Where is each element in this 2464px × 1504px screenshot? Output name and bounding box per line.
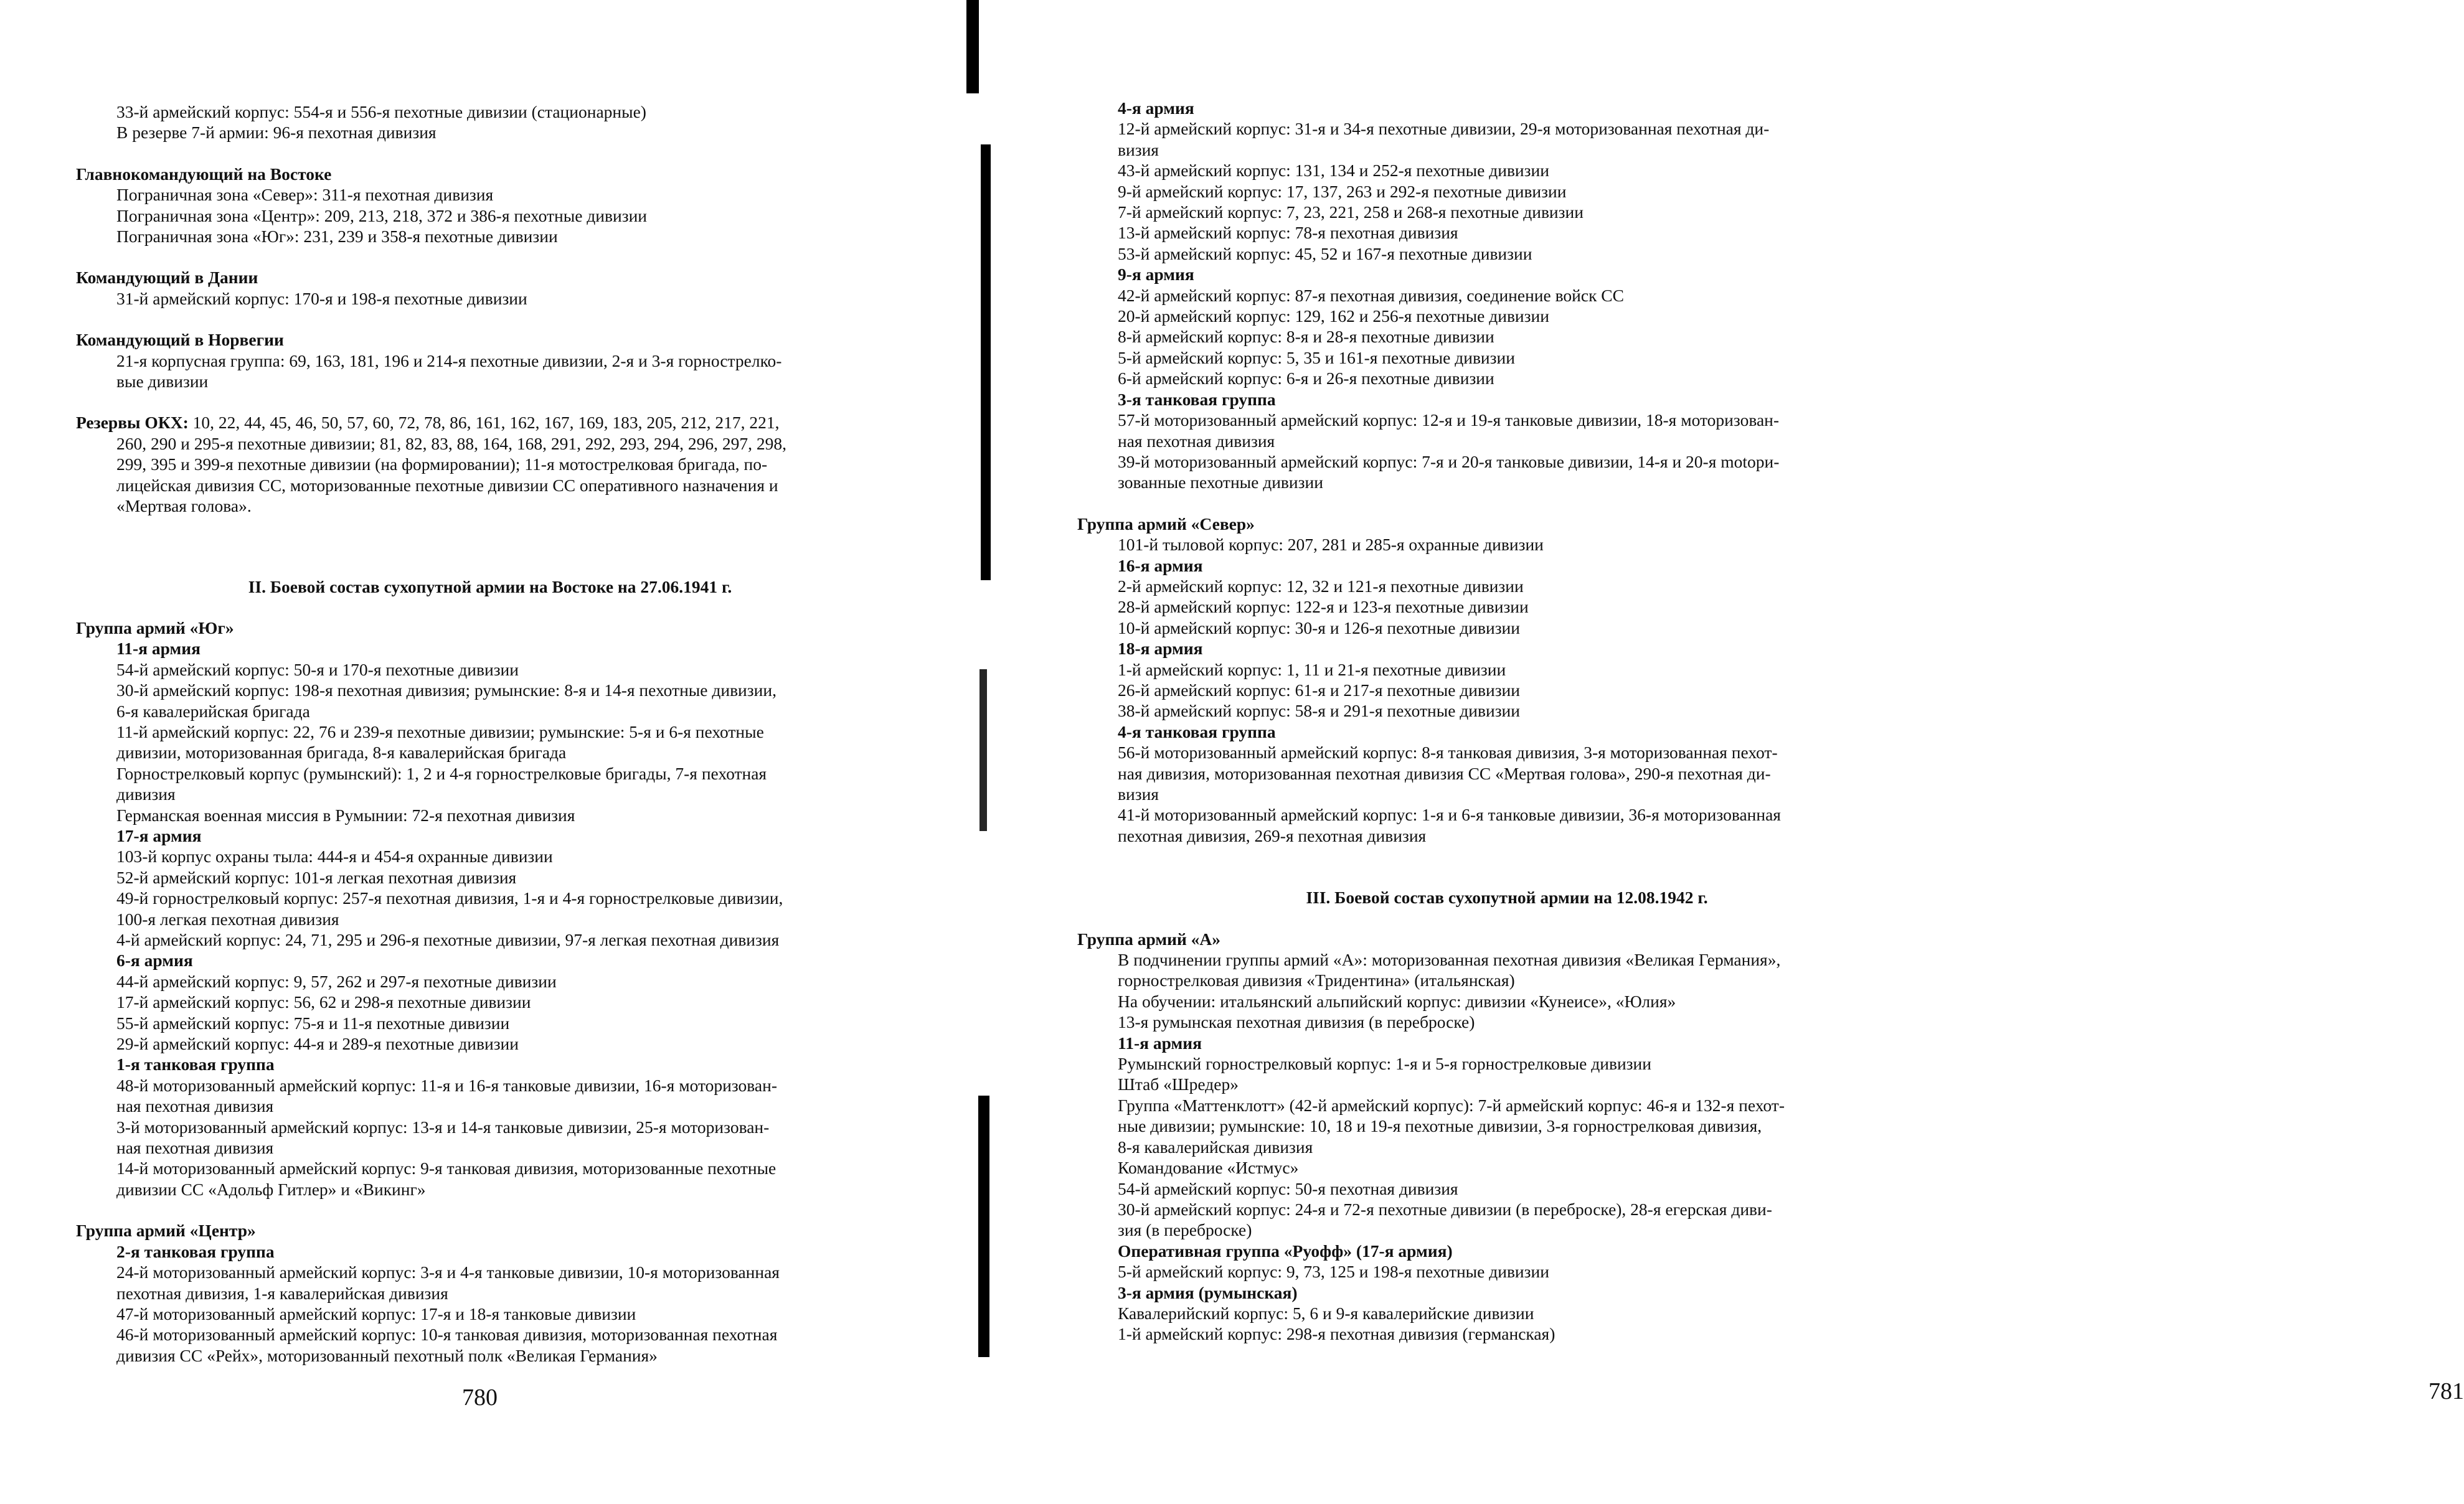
text-line: 101-й тыловой корпус: 207, 281 и 285-я охранные дивизии [1118,535,1544,555]
spacer [1077,846,1937,887]
spacer [76,1200,904,1220]
section-heading: II. Боевой состав сухопутной армии на Востоке на 27.06.1941 г. [248,576,732,596]
subgroup-heading: 3-я танковая группа [1118,389,1276,409]
page-number-left: 780 [462,1384,498,1411]
text-line: 1-й армейский корпус: 298-я пехотная дивизия (германская) [1118,1324,1555,1344]
text-line: 31-й армейский корпус: 170-я и 198-я пехотные дивизии [116,288,527,308]
text-line: 13-я румынская пехотная дивизия (в переброске) [1118,1012,1475,1032]
text-line: 30-й армейский корпус: 24-я и 72-я пехотные дивизии (в переброске), 28-я егерская диви- [1118,1199,1772,1219]
subgroup-heading: 11-я армия [116,639,201,659]
text-line: 7-й армейский корпус: 7, 23, 221, 258 и 268-я пехотные дивизии [1118,202,1584,222]
text-line: 14-й моторизованный армейский корпус: 9-я танковая дивизия, моторизованные пехотные [116,1159,776,1178]
text-line: 41-й моторизованный армейский корпус: 1-я и 6-я танковые дивизии, 36-я моторизованная [1118,805,1781,825]
text-line: визия [1118,784,1159,804]
text-line: вые дивизии [116,372,209,392]
subgroup-heading: 18-я армия [1118,639,1203,659]
text-line: 38-й армейский корпус: 58-я и 291-я пехотные дивизии [1118,701,1520,721]
text-line: Штаб «Шредер» [1118,1074,1239,1094]
text-line: Пограничная зона «Юг»: 231, 239 и 358-я пехотные дивизии [116,227,558,247]
text-line: ные дивизии; румынские: 10, 18 и 19-я пехотные дивизии, 3-я горнострелковая дивизия, [1118,1116,1762,1136]
text-line: визия [1118,139,1159,159]
text-line: 5-й армейский корпус: 9, 73, 125 и 198-я пехотные дивизии [1118,1262,1549,1282]
text-line: 30-й армейский корпус: 198-я пехотная дивизия; румынские: 8-я и 14-я пехотные дивизии, [116,680,776,700]
text-line: зованные пехотные дивизии [1118,472,1323,492]
text-line: дивизия [116,784,176,804]
text-line: пехотная дивизия, 269-я пехотная дивизия [1118,825,1427,845]
gutter-shadow-lower [978,1096,989,1357]
text-line: 33-й армейский корпус: 554-я и 556-я пехотные дивизии (стационарные) [116,102,646,121]
text-line: Группа «Маттенклотт» (42-й армейский корпус): 7-й армейский корпус: 46-я и 132-я пехот- [1118,1095,1785,1115]
text-line: 100-я легкая пехотная дивизия [116,909,339,929]
subgroup-heading: 3-я армия (румынская) [1118,1282,1298,1302]
subgroup-heading: 6-я армия [116,951,193,971]
text-line: ная пехотная дивизия [116,1138,274,1158]
gutter-shadow-upper [981,144,991,580]
text-line: пехотная дивизия, 1-я кавалерийская дивизия [116,1283,448,1303]
subgroup-heading: 11-я армия [1118,1033,1202,1053]
text-line: 47-й моторизованный армейский корпус: 17-я и 18-я танковые дивизии [116,1304,636,1323]
text-line: 44-й армейский корпус: 9, 57, 262 и 297-я пехотные дивизии [116,971,557,991]
text-line: 48-й моторизованный армейский корпус: 11-я и 16-я танковые дивизии, 16-я моторизован- [116,1075,778,1095]
text-line: 43-й армейский корпус: 131, 134 и 252-я пехотные дивизии [1118,161,1549,181]
text-line: ная дивизия, моторизованная пехотная дивизия СС «Мертвая голова», 290-я пехотная ди- [1118,763,1771,783]
group-heading: Группа армий «Юг» [76,618,234,637]
text-line: ная пехотная дивизия [1118,431,1275,451]
lead-label: Резервы ОКХ: [76,413,189,433]
text-line: 24-й моторизованный армейский корпус: 3-я и 4-я танковые дивизии, 10-я моторизованная [116,1262,780,1282]
text-line: ная пехотная дивизия [116,1096,274,1116]
right-page-text [1077,98,1937,1345]
text-line: Горнострелковый корпус (румынский): 1, 2 и 4-я горнострелковые бригады, 7-я пехотная [116,763,767,783]
text-line: 11-й армейский корпус: 22, 76 и 239-я пехотные дивизии; румынские: 5-я и 6-я пехотные [116,721,764,741]
gutter-shadow-mid [979,669,987,831]
text-line: лицейская дивизия СС, моторизованные пехотные дивизии СС оперативного назначения и [116,475,778,495]
subgroup-heading: 9-я армия [1118,265,1194,284]
text-line: 53-й армейский корпус: 45, 52 и 167-я пехотные дивизии [1118,243,1532,263]
text-line: дивизии СС «Адольф Гитлер» и «Викинг» [116,1179,426,1199]
text-line: Румынский горнострелковый корпус: 1-я и 5-я горнострелковые дивизии [1118,1054,1651,1074]
text-line: Кавалерийский корпус: 5, 6 и 9-я кавалерийские дивизии [1118,1303,1534,1323]
text-line: дивизия СС «Рейх», моторизованный пехотный полк «Великая Германия» [116,1345,658,1365]
text-line: 42-й армейский корпус: 87-я пехотная дивизия, соединение войск СС [1118,285,1624,305]
text-line: На обучении: итальянский альпийский корпус: дивизии «Кунеисе», «Юлия» [1118,991,1676,1011]
group-heading: Группа армий «Центр» [76,1221,256,1241]
spacer [76,597,904,618]
text-line: Командование «Истмус» [1118,1158,1299,1178]
page-number-right: 781 [2429,1378,2464,1404]
spacer [76,143,904,164]
right-page [971,0,2464,1504]
text-line: 54-й армейский корпус: 50-я и 170-я пехотные дивизии [116,659,519,679]
spacer [76,247,904,267]
text-line: 10-й армейский корпус: 30-я и 126-я пехотные дивизии [1118,618,1520,637]
text-line: дивизии, моторизованная бригада, 8-я кавалерийская бригада [116,743,567,763]
group-heading: Группа армий «А» [1077,929,1221,949]
text-line: 299, 395 и 399-я пехотные дивизии (на формировании); 11-я мотострелковая бригада, по- [116,454,768,474]
section-heading: III. Боевой состав сухопутной армии на 12.08.1942 г. [1306,888,1708,908]
text-line: горнострелковая дивизия «Тридентина» (итальянская) [1118,971,1515,990]
text-line: 57-й моторизованный армейский корпус: 12-я и 19-я танковые дивизии, 18-я моторизован- [1118,410,1780,430]
text-line: Пограничная зона «Центр»: 209, 213, 218, 372 и 386-я пехотные дивизии [116,205,648,225]
left-page-text [76,101,904,1366]
text-line: 6-й армейский корпус: 6-я и 26-я пехотные дивизии [1118,369,1494,388]
spacer [76,309,904,329]
subgroup-heading: 4-я армия [1118,98,1194,118]
text-line: 260, 290 и 295-я пехотные дивизии; 81, 82, 83, 88, 164, 168, 291, 292, 293, 294, 296, 297, 298, [116,433,786,453]
subgroup-heading: Оперативная группа «Руофф» (17-я армия) [1118,1241,1453,1261]
spacer [76,517,904,576]
subgroup-heading: 2-я танковая группа [116,1241,275,1261]
text-line: зия (в переброске) [1118,1220,1252,1240]
text-line: Резервы ОКХ: 10, 22, 44, 45, 46, 50, 57, 60, 72, 78, 86, 161, 162, 167, 169, 183, 205, 212, 217, 221, [76,413,780,433]
text-line: 49-й горнострелковый корпус: 257-я пехотная дивизия, 1-я и 4-я горнострелковые дивизии, [116,888,783,908]
text-line: 5-й армейский корпус: 5, 35 и 161-я пехотные дивизии [1118,347,1515,367]
subgroup-heading: 4-я танковая группа [1118,721,1276,741]
subgroup-heading: 17-я армия [116,825,202,845]
text-line: 52-й армейский корпус: 101-я легкая пехотная дивизия [116,867,517,887]
text-line: 103-й корпус охраны тыла: 444-я и 454-я охранные дивизии [116,847,553,867]
text-line: 6-я кавалерийская бригада [116,701,310,721]
text-line: 4-й армейский корпус: 24, 71, 295 и 296-я пехотные дивизии, 97-я легкая пехотная дивизия [116,930,780,949]
text-line: Пограничная зона «Север»: 311-я пехотная дивизия [116,185,494,205]
text-line: 17-й армейский корпус: 56, 62 и 298-я пехотные дивизии [116,992,531,1012]
text-line: Германская военная миссия в Румынии: 72-я пехотная дивизия [116,805,575,825]
text-line: 29-й армейский корпус: 44-я и 289-я пехотные дивизии [116,1034,519,1054]
group-heading: Командующий в Норвегии [76,330,284,350]
text-line: «Мертвая голова». [116,496,252,516]
text-line: 55-й армейский корпус: 75-я и 11-я пехотные дивизии [116,1013,510,1033]
text-line: 28-й армейский корпус: 122-я и 123-я пехотные дивизии [1118,597,1529,617]
text-line: 8-я кавалерийская дивизия [1118,1137,1313,1157]
spacer [1077,493,1937,514]
text-line: 13-й армейский корпус: 78-я пехотная дивизия [1118,223,1458,243]
group-heading: Командующий в Дании [76,268,258,288]
text-line: В подчинении группы армий «А»: моторизованная пехотная дивизия «Великая Германия», [1118,950,1781,970]
text-line: 12-й армейский корпус: 31-я и 34-я пехотные дивизии, 29-я моторизованная пехотная ди- [1118,119,1770,139]
text-line: 3-й моторизованный армейский корпус: 13-я и 14-я танковые дивизии, 25-я моторизован- [116,1117,770,1137]
text-line: 2-й армейский корпус: 12, 32 и 121-я пехотные дивизии [1118,576,1524,596]
gutter-shadow-top [966,0,979,93]
subgroup-heading: 16-я армия [1118,555,1203,575]
text-line: 20-й армейский корпус: 129, 162 и 256-я пехотные дивизии [1118,306,1549,326]
left-page [0,0,971,1504]
text-line: 8-й армейский корпус: 8-я и 28-я пехотные дивизии [1118,327,1494,347]
text-line: 26-й армейский корпус: 61-я и 217-я пехотные дивизии [1118,680,1520,700]
spacer [76,392,904,412]
text-line: 56-й моторизованный армейский корпус: 8-я танковая дивизия, 3-я моторизованная пехот- [1118,743,1778,763]
text-line: 39-й моторизованный армейский корпус: 7-я и 20-я танковые дивизии, 14-я и 20-я motори- [1118,451,1780,471]
text-line: 46-й моторизованный армейский корпус: 10-я танковая дивизия, моторизованная пехотная [116,1325,778,1345]
text-line: 1-й армейский корпус: 1, 11 и 21-я пехотные дивизии [1118,659,1506,679]
text-line: 54-й армейский корпус: 50-я пехотная дивизия [1118,1178,1458,1198]
text-line: 9-й армейский корпус: 17, 137, 263 и 292-я пехотные дивизии [1118,181,1567,201]
group-heading: Группа армий «Север» [1077,514,1255,533]
text-line: В резерве 7-й армии: 96-я пехотная дивизия [116,123,437,143]
group-heading: Главнокомандующий на Востоке [76,164,332,184]
text-line: 21-я корпусная группа: 69, 163, 181, 196 и 214-я пехотные дивизии, 2-я и 3-я горнострелко- [116,350,782,370]
subgroup-heading: 1-я танковая группа [116,1055,275,1074]
spacer [1077,908,1937,929]
